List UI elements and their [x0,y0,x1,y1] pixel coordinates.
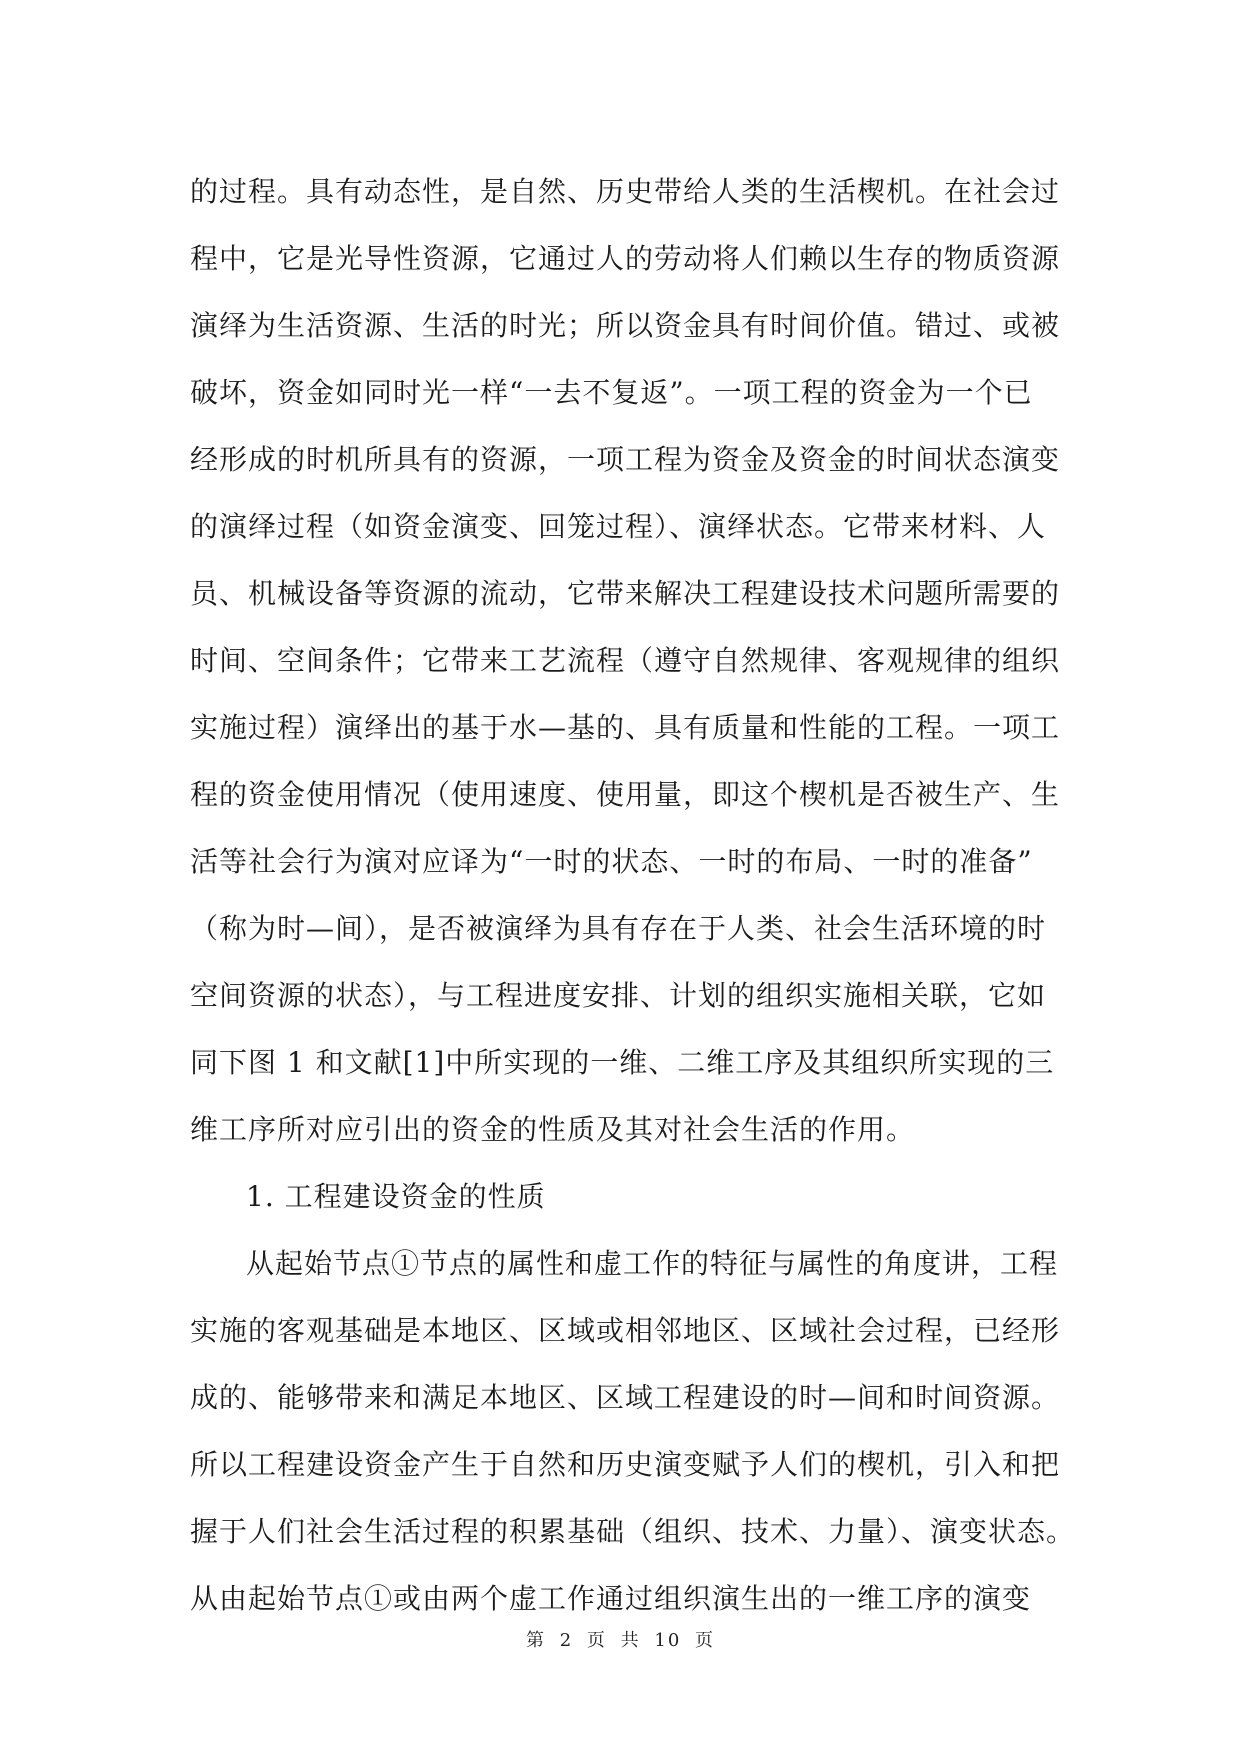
text-line: 的演绎过程（如资金演变、回笼过程）、演绎状态。它带来材料、人 [190,510,1047,543]
text-line: 程中，它是光导性资源，它通过人的劳动将人们赖以生存的物质资源 [190,242,1061,275]
text-line: 员、机械设备等资源的流动，它带来解决工程建设技术问题所需要的 [190,577,1061,610]
text-line: 程的资金使用情况（使用速度、使用量，即这个楔机是否被生产、生 [190,778,1061,811]
text-line: 从由起始节点①或由两个虚工作通过组织演生出的一维工序的演变 [190,1582,1032,1615]
footer-page-word: 页 [586,1630,607,1651]
footer-total-prefix: 共 [620,1630,641,1651]
text-line: 从起始节点①节点的属性和虚工作的特征与属性的角度讲，工程 [246,1247,1059,1280]
text-line: 经形成的时机所具有的资源，一项工程为资金及资金的时间状态演变 [190,443,1061,476]
footer-prefix: 第 [525,1630,546,1651]
text-line: 破坏，资金如同时光一样“一去不复返”。一项工程的资金为一个已 [190,376,1033,409]
text-line: 时间、空间条件；它带来工艺流程（遵守自然规律、客观规律的组织 [190,644,1061,677]
total-pages-number: 10 [654,1630,682,1651]
text-line: 同下图 1 和文献[1]中所实现的一维、二维工序及其组织所实现的三 [190,1046,1055,1079]
text-line: 实施过程）演绎出的基于水—基的、具有质量和性能的工程。一项工 [190,711,1061,744]
page-footer [0,1626,1241,1652]
text-line: 活等社会行为演对应译为“一时的状态、一时的布局、一时的准备” [190,845,1033,878]
text-line: 空间资源的状态），与工程进度安排、计划的组织实施相关联，它如 [190,979,1047,1012]
text-line: 维工序所对应引出的资金的性质及其对社会生活的作用。 [190,1113,916,1146]
text-line: 成的、能够带来和满足本地区、区域工程建设的时—间和时间资源。 [190,1381,1061,1414]
text-line: 握于人们社会生活过程的积累基础（组织、技术、力量）、演变状态。 [190,1515,1076,1548]
current-page-number: 2 [559,1630,574,1651]
text-line: 演绎为生活资源、生活的时光；所以资金具有时间价值。错过、或被 [190,309,1061,342]
section-heading: 1. 工程建设资金的性质 [246,1180,546,1213]
footer-suffix: 页 [695,1630,716,1651]
text-line: 实施的客观基础是本地区、区域或相邻地区、区域社会过程，已经形 [190,1314,1061,1347]
text-line: 的过程。具有动态性，是自然、历史带给人类的生活楔机。在社会过 [190,175,1061,208]
text-line: 所以工程建设资金产生于自然和历史演变赋予人们的楔机，引入和把 [190,1448,1061,1481]
text-line: （称为时—间），是否被演绎为具有存在于人类、社会生活环境的时 [190,912,1047,945]
body-text [190,158,1076,1632]
